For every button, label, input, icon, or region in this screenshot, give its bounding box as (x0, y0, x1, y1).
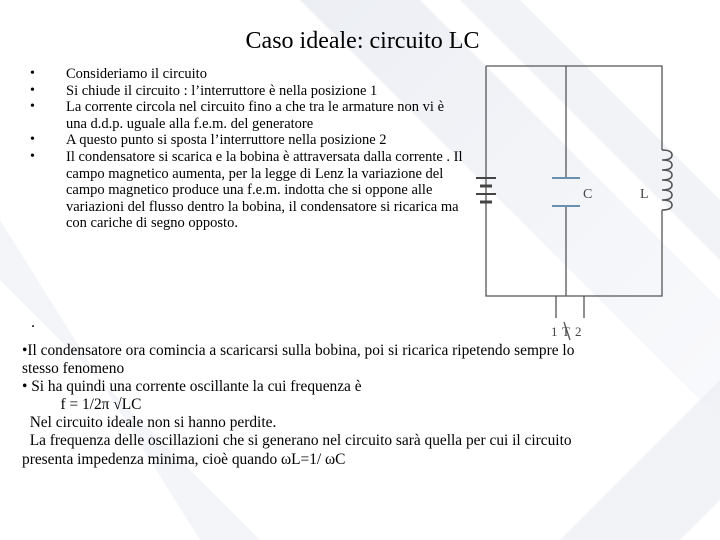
switch-label-1: 1 (551, 324, 558, 339)
switch-label-t: T (562, 324, 570, 339)
bullet-text: A questo punto si sposta l’interruttore nella posizione 2 (66, 132, 387, 149)
bullet-text: Il condensatore si scarica e la bobina è attraversata dalla corrente . Il campo magnetico aumenta, per la legge di Lenz la variazione del campo magnetico produce una f.e.m. indotta che si oppone alle variazioni del flusso dentro la bobina, il condensatore si ricarica ma con cariche di segno opposto. (66, 148, 463, 232)
paragraph-line: •Il condensatore ora comincia a scaricarsi sulla bobina, poi si ricarica ripetendo sempre lo (22, 342, 575, 359)
capacitor-label: C (583, 187, 593, 202)
bullet-marker: • (30, 82, 35, 98)
paragraph-line: Nel circuito ideale non si hanno perdite. (22, 414, 277, 432)
bullet-item (28, 149, 468, 232)
inductor-label: L (640, 187, 649, 202)
paragraph-line: presenta impedenza minima, cioè quando ωL=1/ ωC (22, 450, 346, 468)
bullet-item (28, 83, 468, 100)
paragraph-line: stesso fenomeno (22, 360, 125, 378)
bullet-text: La corrente circola nel circuito fino a che tra le armature non vi è una d.d.p. uguale alla f.e.m. del generatore (66, 99, 445, 132)
formula-line: f = 1/2π √LC (22, 396, 142, 414)
battery-symbol (476, 172, 496, 208)
lc-circuit-diagram (466, 60, 702, 342)
inductor-coil (662, 150, 672, 210)
bullet-item (28, 99, 468, 132)
capacitor-symbol (552, 178, 580, 206)
bullet-marker: • (30, 148, 35, 164)
bullet-marker: • (30, 99, 35, 115)
bullet-list (28, 66, 468, 232)
switch-label-2: 2 (575, 324, 582, 339)
bullet-item (28, 66, 468, 83)
stray-dot: . (31, 314, 35, 331)
bullet-text: Si chiude il circuito : l’interruttore è nella posizione 1 (66, 82, 378, 99)
bullet-text: Consideriamo il circuito (66, 66, 207, 82)
paragraph-line: • Si ha quindi una corrente oscillante la cui frequenza è (22, 378, 362, 396)
bullet-marker: • (30, 66, 35, 81)
slide-title: Caso ideale: circuito LC (245, 28, 480, 54)
bullet-item (28, 132, 468, 149)
bullet-marker: • (30, 132, 35, 148)
paragraph-line: La frequenza delle oscillazioni che si generano nel circuito sarà quella per cui il circuito (22, 432, 572, 450)
explanation-paragraph (22, 342, 682, 469)
